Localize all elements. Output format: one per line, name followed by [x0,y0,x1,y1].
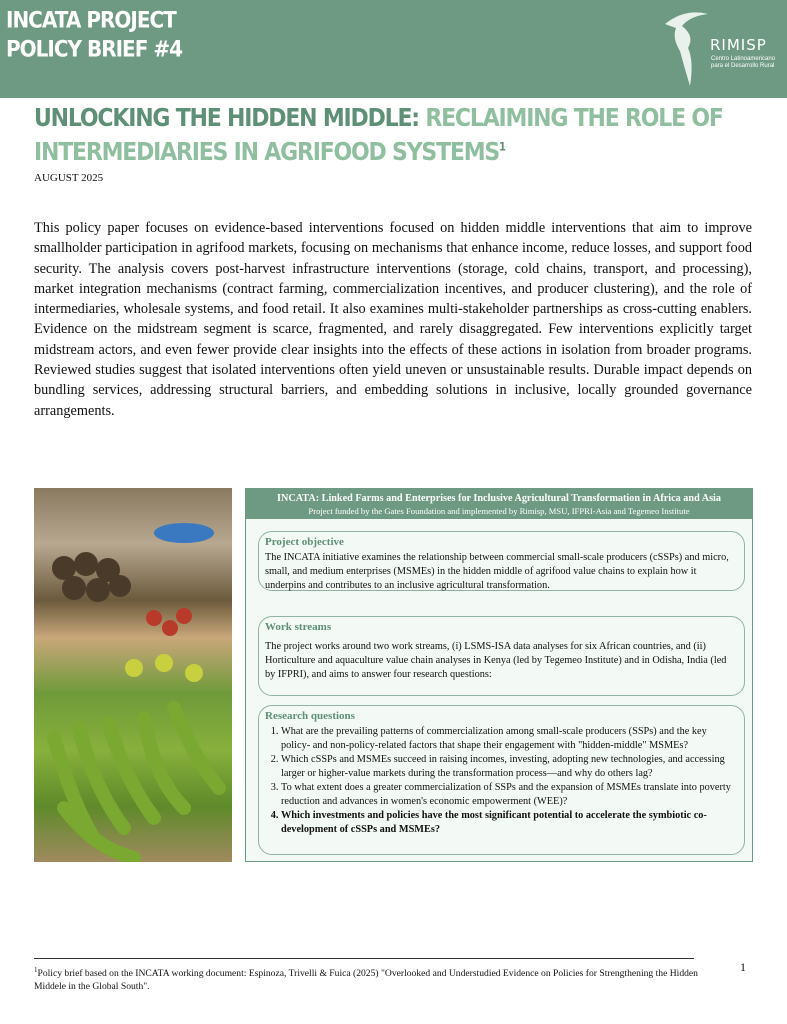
title-light-1: RECLAIMING THE ROLE OF [425,104,723,133]
market-produce-photo [34,488,232,862]
logo-subtitle: Centro Latinoamericano para el Desarrollo Rural [711,56,776,69]
page-title-line2 [34,138,505,167]
research-question: 3. To what extent does a greater commercialization of SSPs and the expansion of MSMEs translate into poverty reduction and advances in women's economic empowerment (WEE)? [281,781,738,809]
box-title: INCATA: Linked Farms and Enterprises for Inclusive Agricultural Transformation in Africa and Asia [277,493,721,504]
project-label: INCATA PROJECT [6,6,176,34]
header-banner [0,0,787,98]
workstreams-panel [258,616,745,696]
research-heading: Research questions [265,710,355,722]
publication-date: AUGUST 2025 [34,172,104,184]
footnote-ref: 1 [499,141,505,154]
logo-name: RIMISP [710,36,767,54]
project-info-box [245,488,753,862]
objective-heading: Project objective [265,536,344,548]
research-panel [258,705,745,855]
title-light-2: INTERMEDIARIES IN AGRIFOOD SYSTEMS [34,138,500,167]
box-subtitle: Project funded by the Gates Foundation and implemented by Rimisp, MSU, IFPRI-Asia and Tegemeo Institute [308,506,690,516]
box-header [246,489,752,519]
swirl-logo-icon [660,6,710,90]
page-number: 1 [740,960,746,974]
research-question: 1. What are the prevailing patterns of commercialization among small-scale producers (SSPs) and the key policy- and non-policy-related factors that shape their engagement with "hidden-middle" MSMEs? [281,725,738,753]
research-question: 2. Which cSSPs and MSMEs succeed in raising incomes, investing, adopting new technologies, and accessing larger or higher-value markets during the transformation process—and why do others lag? [281,753,738,781]
abstract: This policy paper focuses on evidence-based interventions focused on hidden middle interventions that aim to improve smallholder participation in agrifood markets, focusing on mechanisms that enhance income, reduce losses, and support food security. The analysis covers post-harvest infrastructure interventions (storage, cold chains, transport, and processing), market integration mechanisms (contract farming, commercialization incentives, and producer clustering), and the role of intermediaries, wholesale systems, and food retail. It also examines multi-stakeholder partnerships as cross-cutting enablers. Evidence on the midstream segment is scarce, fragmented, and rarely disaggregated. Few interventions explicitly target midstream actors, and even fewer provide clear insights into the effects of these actions in isolation from broader programs. Reviewed studies suggest that isolated interventions often yield uneven or unsustainable results. Durable impact depends on bundling services, addressing structural barriers, and embedding solutions in inclusive, locally grounded governance arrangements. [34,220,752,419]
workstreams-heading: Work streams [265,621,332,633]
footnote [34,964,714,993]
workstreams-text: The project works around two work streams, (i) LSMS-ISA data analyses for six African countries, and (ii) Horticulture and aquaculture value chain analyses in Kenya (led by Tegemeo Institute) and in Odisha, India (led by IFPRI), and aims to answer four research questions: [265,641,727,680]
page-title [34,104,723,133]
title-dark: UNLOCKING THE HIDDEN MIDDLE: [34,104,426,133]
footnote-divider [34,958,694,959]
footnote-text: Policy brief based on the INCATA working document: Espinoza, Trivelli & Fuica (2025) "Overlooked and Understudied Evidence on Policies for Strengthening the Hidden Middele in the Global South". [34,968,698,993]
rimisp-logo [660,6,780,90]
footnote-mark: 1 [34,966,38,974]
research-questions-list [265,725,738,837]
research-question: 4. Which investments and policies have the most significant potential to accelerate the symbiotic co-development of cSSPs and MSMEs? [281,809,738,837]
objective-text: The INCATA initiative examines the relationship between commercial small-scale producers (cSSPs) and micro, small, and medium enterprises (MSMEs) in the hidden middle of agrifood value chains to explain how it underpins and contributes to an inclusive agricultural transformation. [265,552,729,591]
objective-panel [258,531,745,591]
brief-label: POLICY BRIEF #4 [6,35,183,63]
